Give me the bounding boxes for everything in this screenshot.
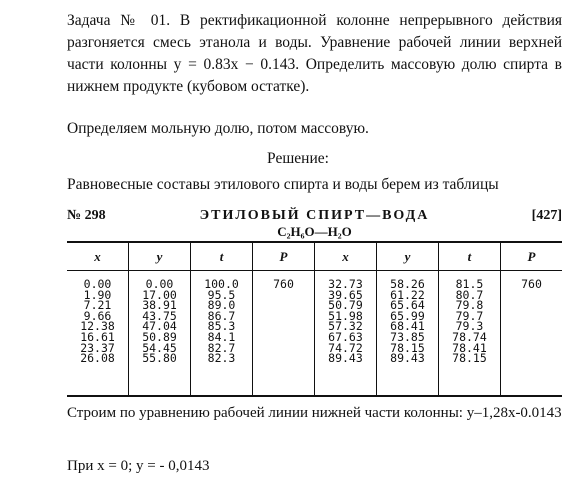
table-cell-value: 50.79	[328, 298, 363, 313]
column-x-values	[314, 271, 376, 397]
table-cell-value: 26.08	[80, 351, 115, 366]
table-cell-value: 81.5	[455, 277, 484, 291]
table-cell-value: 38.91	[142, 298, 177, 313]
table-cell-value: 0.00	[83, 277, 112, 291]
table-cell-value: 73.85	[390, 329, 425, 344]
table-cell-value: 32.73	[328, 277, 363, 291]
table-cell-value: 78.41	[452, 340, 487, 355]
table-cell-value: 54.45	[142, 340, 177, 355]
table-cell-value: 50.89	[142, 329, 177, 344]
column-y-values	[129, 271, 191, 397]
column-p-values	[253, 271, 315, 397]
equation-line: При x = 0; y = - 0,0143	[67, 458, 210, 474]
table-caption	[67, 206, 562, 242]
table-cell-value: 95.5	[207, 287, 236, 302]
table-cell-value: 79.8	[455, 298, 484, 313]
table-cell-value: 55.80	[142, 351, 177, 366]
table-number: № 298	[67, 208, 106, 223]
header-p: P	[500, 242, 562, 271]
table-cell-value: 1.90	[83, 287, 112, 302]
solution-heading: Решение:	[267, 150, 329, 167]
header-y: y	[376, 242, 438, 271]
table-cell-value: 12.38	[80, 319, 115, 334]
header-t: t	[438, 242, 500, 271]
column-t-values	[191, 271, 253, 397]
table-body-row	[67, 271, 562, 397]
column-p-values	[500, 271, 562, 397]
table-cell-value: 760	[521, 277, 542, 291]
table-formula: C₂H₆O—H₂O	[277, 224, 352, 239]
table-cell-value: 68.41	[390, 319, 425, 334]
table-cell-value: 78.15	[390, 340, 425, 355]
table-cell-value: 82.7	[207, 340, 236, 355]
header-y: y	[129, 242, 191, 271]
table-cell-value: 16.61	[80, 329, 115, 344]
table-reference: [427]	[531, 208, 562, 223]
table-cell-value: 57.32	[328, 319, 363, 334]
table-cell-value: 58.26	[390, 277, 425, 291]
column-x-values	[67, 271, 129, 397]
table-cell-value: 82.3	[207, 351, 236, 366]
table-cell-value: 7.21	[83, 298, 112, 313]
table-cell-value: 61.22	[390, 287, 425, 302]
table-title: ЭТИЛОВЫЙ СПИРТ—ВОДА	[199, 208, 430, 223]
table-cell-value: 79.3	[455, 319, 484, 334]
table-cell-value: 47.04	[142, 319, 177, 334]
header-p: P	[253, 242, 315, 271]
table-cell-value: 760	[273, 277, 294, 291]
table-cell-value: 79.7	[455, 308, 484, 323]
table-header-row	[67, 242, 562, 271]
task-statement: Задача № 01. В ректификационной колонне непрерывного действия разгоняется смесь этанола и воды. Уравнение рабочей линии верхней части колонны y = 0.83x − 0.143. Определить массовую долю спирта в нижнем продукте (кубовом остатке).	[67, 12, 562, 95]
table-cell-value: 100.0	[204, 277, 239, 291]
header-x: x	[314, 242, 376, 271]
table-cell-value: 89.43	[390, 351, 425, 366]
table-cell-value: 51.98	[328, 308, 363, 323]
column-t-values	[438, 271, 500, 397]
table-cell-value: 74.72	[328, 340, 363, 355]
table-cell-value: 80.7	[455, 287, 484, 302]
table-cell-value: 39.65	[328, 287, 363, 302]
column-y-values	[376, 271, 438, 397]
equilibrium-table	[67, 241, 562, 397]
table-cell-value: 0.00	[145, 277, 174, 291]
table-cell-value: 89.43	[328, 351, 363, 366]
table-cell-value: 78.15	[452, 351, 487, 366]
table-intro: Равновесные составы этилового спирта и воды берем из таблицы	[67, 176, 499, 193]
table-cell-value: 85.3	[207, 319, 236, 334]
table-cell-value: 65.64	[390, 298, 425, 313]
header-x: x	[67, 242, 129, 271]
table-cell-value: 89.0	[207, 298, 236, 313]
table-cell-value: 84.1	[207, 329, 236, 344]
table-cell-value: 9.66	[83, 308, 112, 323]
table-cell-value: 78.74	[452, 329, 487, 344]
table-cell-value: 17.00	[142, 287, 177, 302]
working-line-text: Строим по уравнению рабочей линии нижней части колонны: y–1,28x-0.0143	[67, 405, 562, 421]
table-cell-value: 67.63	[328, 329, 363, 344]
table-cell-value: 86.7	[207, 308, 236, 323]
table-cell-value: 43.75	[142, 308, 177, 323]
header-t: t	[191, 242, 253, 271]
table-cell-value: 23.37	[80, 340, 115, 355]
table-cell-value: 65.99	[390, 308, 425, 323]
method-note: Определяем мольную долю, потом массовую.	[67, 120, 369, 137]
